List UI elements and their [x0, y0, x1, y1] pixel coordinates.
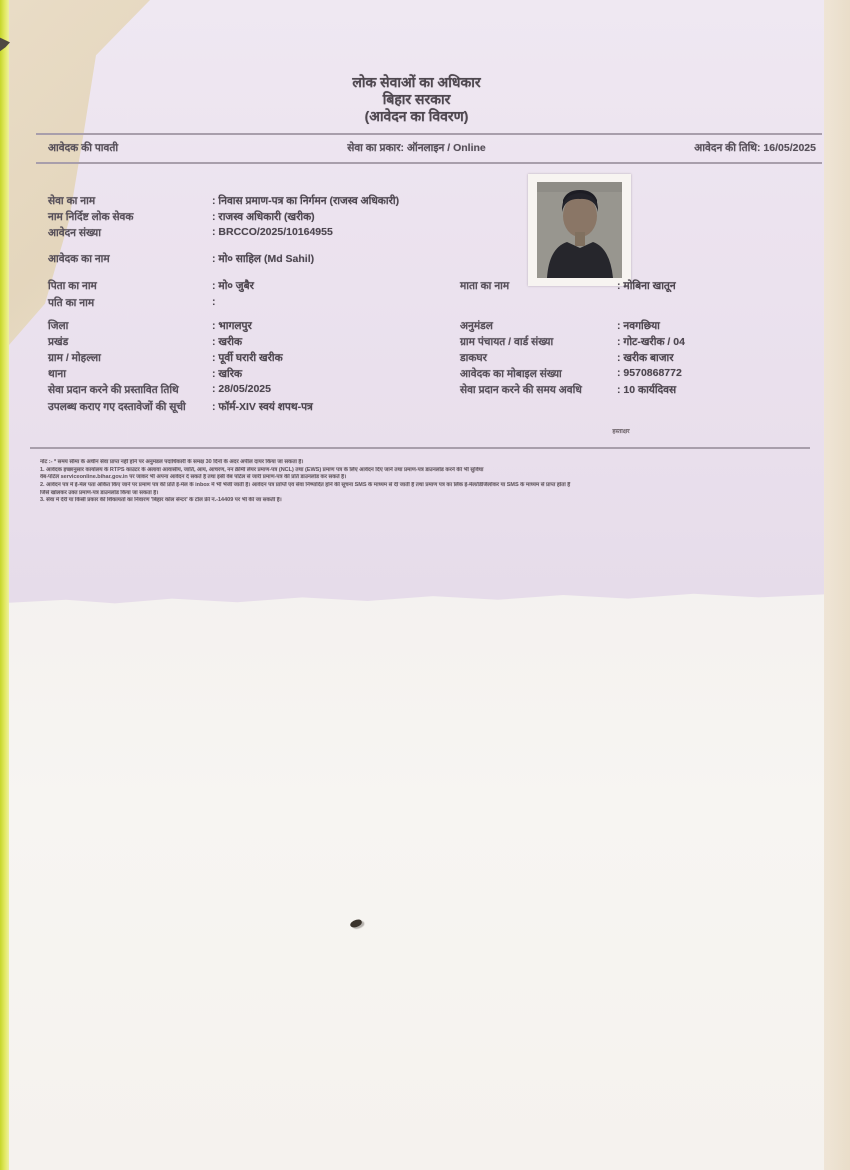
field-application-number — [48, 226, 333, 240]
field-proposed-date — [48, 383, 271, 397]
footnotes — [40, 459, 822, 505]
field-label: ग्राम पंचायत / वार्ड संख्या — [460, 336, 554, 348]
field-police-station — [48, 367, 242, 381]
field-value: : गोट-खरीक / 04 — [617, 336, 685, 348]
field-village — [48, 351, 283, 365]
service-type: सेवा का प्रकार: ऑनलाइन / Online — [347, 142, 486, 154]
field-value: : खरीक बाजार — [617, 352, 674, 364]
field-label: नाम निर्दिष्ट लोक सेवक — [48, 211, 134, 223]
field-value — [212, 296, 216, 308]
field-label: आवेदक का नाम — [48, 253, 110, 265]
field-value: : पूर्वी घरारी खरीक — [212, 352, 283, 364]
field-mobile-number — [460, 367, 682, 381]
field-panchayat-ward — [460, 335, 685, 349]
field-documents-list — [48, 400, 313, 414]
footnote-line: वेब-पोर्टल serviceonline.bihar.gov.in पर जाकर भी अपना आवेदन दे सकते हैं तथा इसी वेब पोर्टल से जारी प्रमाण-पत्र की प्रति डाउनलोड कर सकते हैं। — [40, 474, 347, 481]
footnote-line: 1. आवेदक इच्छानुसार कार्यालय के RTPS काउंटर के अलावा आवासीय, जाति, आय, आचरण, नन क्रीमी लेयर प्रमाण-पत्र (NCL) तथा (EWS) प्रमाण पत्र के लिए आवेदन दिए जाने तथा प्रमाण-पत्र डाउनलोड करने की भी सुविधा — [40, 466, 484, 473]
lower-blank-paper — [9, 560, 824, 1170]
field-value: : मो० जुबैर — [212, 280, 254, 292]
field-value: : भागलपुर — [212, 320, 252, 332]
field-public-servant — [48, 210, 315, 224]
field-label: प्रखंड — [48, 336, 69, 348]
field-label: उपलब्ध कराए गए दस्तावेजों की सूची — [48, 401, 186, 413]
rule-above-notes — [30, 447, 810, 449]
footnote-line: 3. सेवा में देरी या किसी प्रकार की शिकायतों का निवारण 'बिहार कॉल सेन्टर' के टॉल फ्री नं.-14409 पर भी की जा सकती है। — [40, 497, 282, 504]
field-mother-name — [460, 279, 676, 293]
scan-left-strip — [0, 0, 9, 1170]
field-value: : मो० साहिल (Md Sahil) — [212, 253, 314, 265]
field-label: पति का नाम — [48, 297, 95, 309]
field-service-duration — [460, 383, 676, 397]
field-value: : निवास प्रमाण-पत्र का निर्गमन (राजस्व अधिकारी) — [212, 195, 399, 207]
signature-label: हस्ताक्षर — [612, 429, 630, 435]
footnote-line: जिसे खोलकर उक्त प्रमाण-पत्र डाउनलोड किया जा सकता है। — [40, 489, 159, 496]
field-value: : खरीक — [212, 336, 242, 348]
title-line-1: लोक सेवाओं का अधिकार — [352, 74, 481, 90]
field-label: ग्राम / मोहल्ला — [48, 352, 101, 364]
field-label: सेवा प्रदान करने की प्रस्तावित तिथि — [48, 384, 179, 396]
field-value: : 28/05/2025 — [212, 383, 271, 395]
footnote-line: नोट :- * समय सीमा के अधीन सेवा प्राप्त नहीं होने पर अनुमंडल पदाधिकारी के समक्ष 30 दिनों के अंदर अपील दायर किया जा सकता है। — [40, 459, 304, 465]
field-service-name — [48, 194, 399, 208]
footnote-line: 2. आवेदन पत्र में ई-मेल पता अंकित किए जाने पर प्रमाण पत्र की प्रति ई-मेल के inbox में भी भेजी जाती है। आवेदन पत्र प्राप्ति एवं सेवा निष्पादित होने की सूचना SMS के माध्यम से दी जाती है तथा प्रमाण पत्र का लिंक ई-मेल/डिजिलॉकर या SMS के माध्यम से प्राप्त होता है — [40, 482, 571, 489]
field-label: माता का नाम — [460, 280, 510, 292]
field-block — [48, 335, 242, 349]
torn-corner-patch — [9, 0, 159, 345]
field-value: : नवगछिया — [617, 320, 660, 332]
application-date: आवेदन की तिथि: 16/05/2025 — [694, 142, 816, 154]
field-value: : 10 कार्यदिवस — [617, 384, 676, 396]
scan-right-edge — [824, 0, 850, 1170]
field-label: डाकघर — [460, 352, 487, 364]
field-value: : मोबिना खातून — [617, 280, 676, 292]
field-husband-name — [48, 296, 216, 310]
title-line-3: (आवेदन का विवरण) — [364, 108, 469, 124]
field-label: आवेदन संख्या — [48, 227, 101, 239]
rule-top — [36, 133, 822, 135]
field-label: सेवा का नाम — [48, 195, 96, 207]
photo-frame — [528, 174, 631, 286]
field-label: पिता का नाम — [48, 280, 97, 292]
field-label: जिला — [48, 320, 69, 332]
field-label: आवेदक का मोबाइल संख्या — [460, 368, 562, 380]
field-subdivision — [460, 319, 660, 333]
field-post-office — [460, 351, 674, 365]
field-label: थाना — [48, 368, 66, 380]
field-value: : फॉर्म-XIV स्वयं शपथ-पत्र — [212, 401, 313, 413]
title-line-2: बिहार सरकार — [382, 91, 451, 107]
field-father-name — [48, 279, 254, 293]
applicant-photo — [537, 182, 622, 278]
field-value: : राजस्व अधिकारी (खरीक) — [212, 211, 315, 223]
field-value: : 9570868772 — [617, 367, 682, 379]
field-value: : BRCCO/2025/10164955 — [212, 226, 333, 238]
field-label: सेवा प्रदान करने की समय अवधि — [460, 384, 582, 396]
field-applicant-name — [48, 252, 314, 266]
receipt-label: आवेदक की पावती — [48, 142, 119, 154]
field-label: अनुमंडल — [460, 320, 493, 332]
portrait-silhouette — [537, 182, 622, 278]
document-title — [9, 74, 824, 125]
field-district — [48, 319, 252, 333]
rule-under-band — [36, 162, 822, 164]
field-value: : खरिक — [212, 368, 242, 380]
